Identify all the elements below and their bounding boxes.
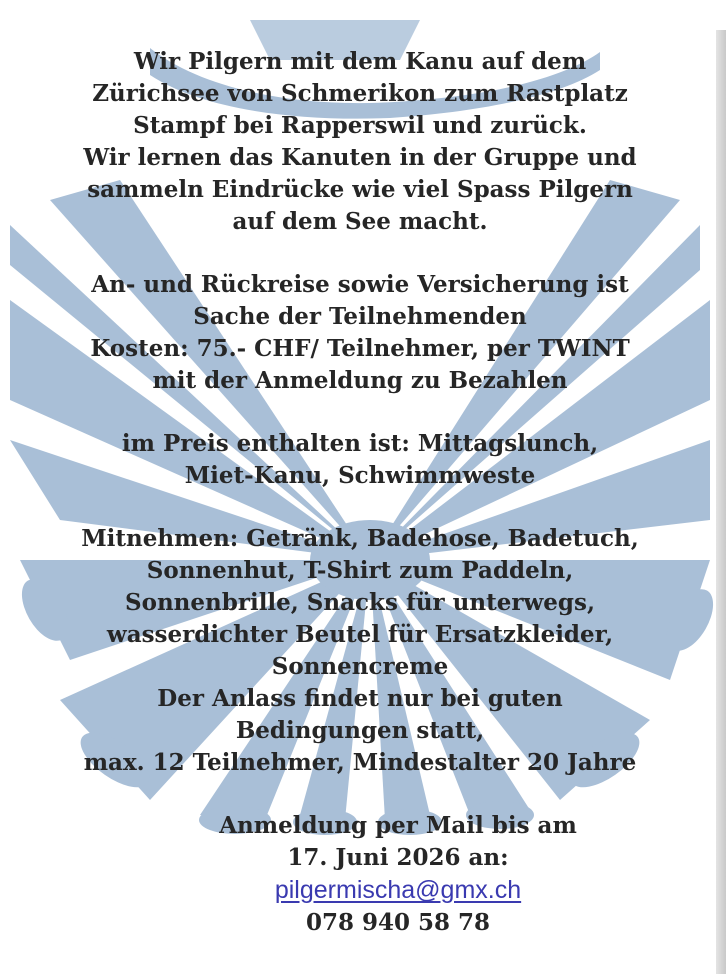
text-line: Stampf bei Rapperswil und zurück. [133, 112, 587, 139]
text-line: Der Anlass findet nur bei guten [157, 685, 563, 712]
paragraph-costs [0, 269, 720, 397]
paragraph-included [0, 428, 720, 492]
text-line: Zürichsee von Schmerikon zum Rastplatz [92, 80, 628, 107]
text-line: Miet-Kanu, Schwimmweste [184, 462, 536, 489]
text-line: sammeln Eindrücke wie viel Spass Pilgern [87, 176, 633, 203]
text-line: im Preis enthalten ist: Mittagslunch, [121, 430, 599, 457]
phone-number: 078 940 58 78 [305, 909, 491, 936]
text-line: wasserdichter Beutel für Ersatzkleider, [106, 621, 614, 648]
text-line: An- und Rückreise sowie Versicherung ist [91, 271, 629, 298]
paragraph-bring [0, 523, 720, 779]
text-line: Wir lernen das Kanuten in der Gruppe und [83, 144, 637, 171]
text-line: auf dem See macht. [232, 208, 488, 235]
email-link[interactable]: pilgermischa@gmx.ch [274, 876, 522, 904]
text-line: Mitnehmen: Getränk, Badehose, Badetuch, [81, 525, 639, 552]
text-line: Wir Pilgern mit dem Kanu auf dem [133, 48, 587, 75]
text-line: Bedingungen statt, [235, 717, 485, 744]
text-line: Sonnenbrille, Snacks für unterwegs, [125, 589, 595, 616]
signup-deadline-label: Anmeldung per Mail bis am [219, 812, 577, 839]
text-line: mit der Anmeldung zu Bezahlen [152, 367, 568, 394]
text-line: max. 12 Teilnehmer, Mindestalter 20 Jahre [83, 749, 637, 776]
text-line: Sache der Teilnehmenden [193, 303, 527, 330]
text-line: Sonnenhut, T-Shirt zum Paddeln, [146, 557, 574, 584]
text-line: Kosten: 75.- CHF/ Teilnehmer, per TWINT [90, 335, 630, 362]
flyer-text [0, 46, 720, 939]
text-line: Sonnencreme [271, 653, 449, 680]
signup-section [38, 810, 726, 939]
paragraph-intro [0, 46, 720, 238]
signup-date: 17. Juni 2026 an: [287, 844, 509, 871]
